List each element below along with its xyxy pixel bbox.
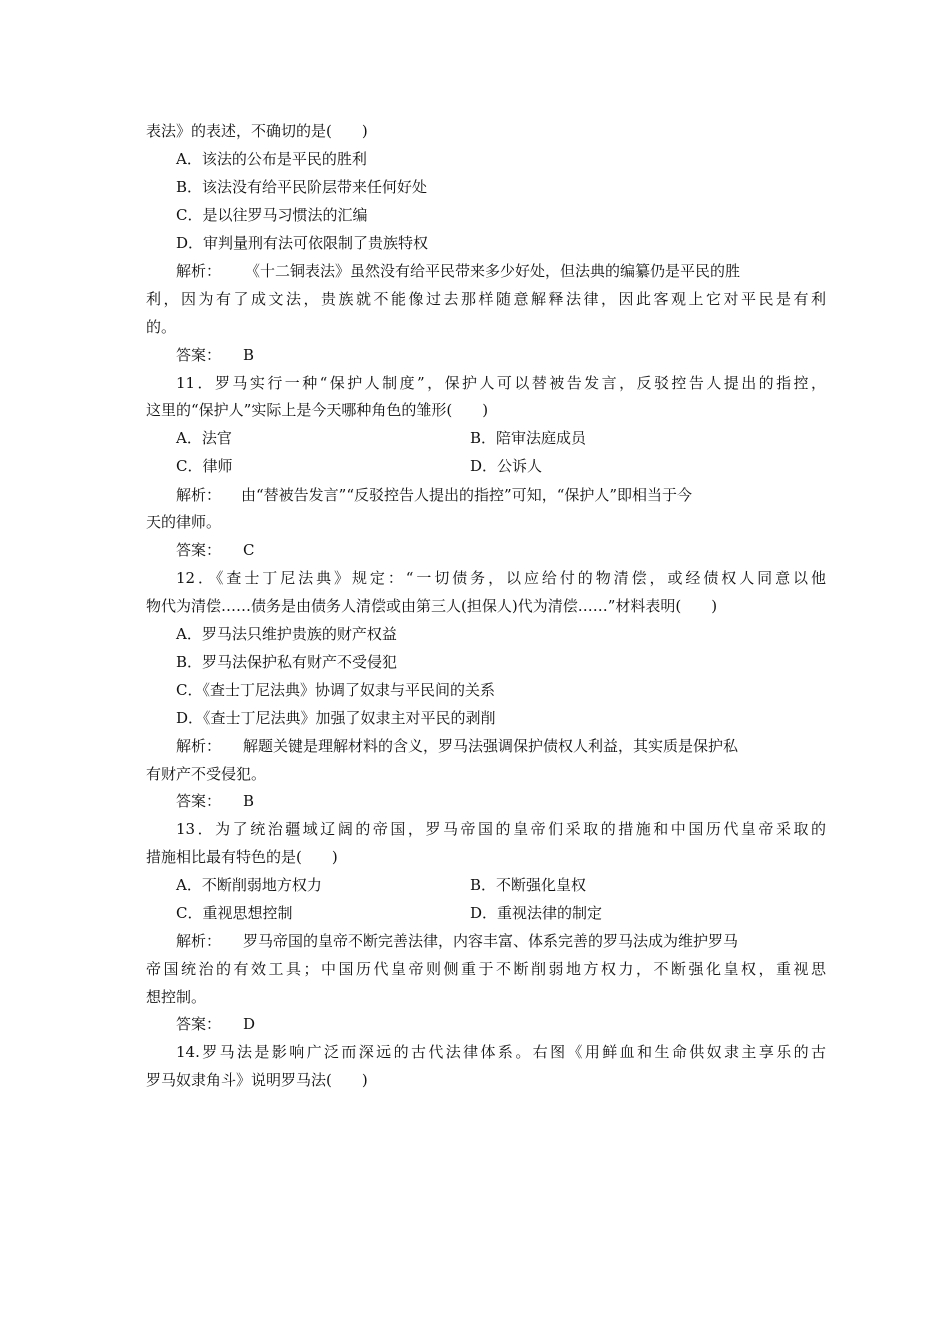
analysis-label: 解析： [176,932,222,950]
q13-answer [176,1014,856,1034]
q10-option-c: C．是以往罗马习惯法的汇编 [176,206,368,224]
q10-stem-tail: 表法》的表述，不确切的是( ) [146,122,368,140]
answer-label: 答案： [176,541,222,559]
q13-option-d: D．重视法律的制定 [470,904,603,922]
q11-answer [176,540,856,560]
q11-stem-line-1: 11．罗马实行一种“保护人制度”，保护人可以替被告发言，反驳控告人提出的指控， [176,374,826,392]
q11-analysis-line-2: 天的律师。 [146,513,222,531]
q11-option-d: D．公诉人 [470,457,543,475]
q13-option-c: C．重视思想控制 [176,904,293,922]
q10-option-d: D．审判量刑有法可依限制了贵族特权 [176,234,429,252]
q14-stem-line-2: 罗马奴隶角斗》说明罗马法( ) [146,1071,368,1089]
q10-analysis-line-2: 利，因为有了成文法，贵族就不能像过去那样随意解释法律，因此客观上它对平民是有利 [146,290,826,308]
answer-value: D [243,1015,256,1033]
analysis-text: 由“替被告发言”“反驳控告人提出的指控”可知，“保护人”即相当于今 [241,486,693,504]
q11-option-c: C．律师 [176,457,233,475]
q12-analysis-line-1 [176,736,826,756]
q13-analysis-line-1 [176,931,826,951]
q13-analysis-line-2: 帝国统治的有效工具；中国历代皇帝则侧重于不断削弱地方权力，不断强化皇权，重视思 [146,960,826,978]
q11-option-a: A．法官 [176,429,232,447]
q12-option-d: D．《查士丁尼法典》加强了奴隶主对平民的剥削 [176,709,496,727]
analysis-text: 罗马帝国的皇帝不断完善法律，内容丰富、体系完善的罗马法成为维护罗马 [243,932,739,950]
q11-analysis-line-1 [176,485,826,505]
q12-option-a: A．罗马法只维护贵族的财产权益 [176,625,397,643]
answer-value: B [243,346,255,364]
q10-option-a: A．该法的公布是平民的胜利 [176,150,367,168]
q12-analysis-line-2: 有财产不受侵犯。 [146,765,267,783]
q10-answer [176,345,856,365]
q10-analysis-line-1 [176,261,826,281]
q13-stem-line-2: 措施相比最有特色的是( ) [146,848,338,866]
q12-option-c: C．《查士丁尼法典》协调了奴隶与平民间的关系 [176,681,495,699]
q11-option-b: B．陪审法庭成员 [470,429,587,447]
analysis-label: 解析： [176,737,222,755]
answer-label: 答案： [176,1015,222,1033]
q13-option-a: A．不断削弱地方权力 [176,876,322,894]
answer-value: B [243,792,255,810]
q10-analysis-line-3: 的。 [146,318,177,336]
q14-stem-line-1: 14.罗马法是影响广泛而深远的古代法律体系。右图《用鲜血和生命供奴隶主享乐的古 [176,1043,826,1061]
q13-option-b: B．不断强化皇权 [470,876,587,894]
q13-stem-line-1: 13．为了统治疆域辽阔的帝国，罗马帝国的皇帝们采取的措施和中国历代皇帝采取的 [176,820,826,838]
analysis-label: 解析： [176,486,222,504]
answer-label: 答案： [176,346,222,364]
q12-stem-line-1: 12．《查士丁尼法典》规定：“一切债务，以应给付的物清偿，或经债权人同意以他 [176,569,826,587]
q12-option-b: B．罗马法保护私有财产不受侵犯 [176,653,398,671]
q13-analysis-line-3: 想控制。 [146,988,207,1006]
analysis-text: 解题关键是理解材料的含义，罗马法强调保护债权人利益，其实质是保护私 [243,737,739,755]
analysis-label: 解析： [176,262,222,280]
q12-answer [176,791,856,811]
q11-stem-line-2: 这里的“保护人”实际上是今天哪种角色的雏形( ) [146,401,489,419]
answer-label: 答案： [176,792,222,810]
q12-stem-line-2: 物代为清偿……债务是由债务人清偿或由第三人(担保人)代为清偿……”材料表明( ) [146,597,718,615]
answer-value: C [243,541,255,559]
analysis-text: 《十二铜表法》虽然没有给平民带来多少好处，但法典的编纂仍是平民的胜 [245,262,741,280]
q10-option-b: B．该法没有给平民阶层带来任何好处 [176,178,428,196]
